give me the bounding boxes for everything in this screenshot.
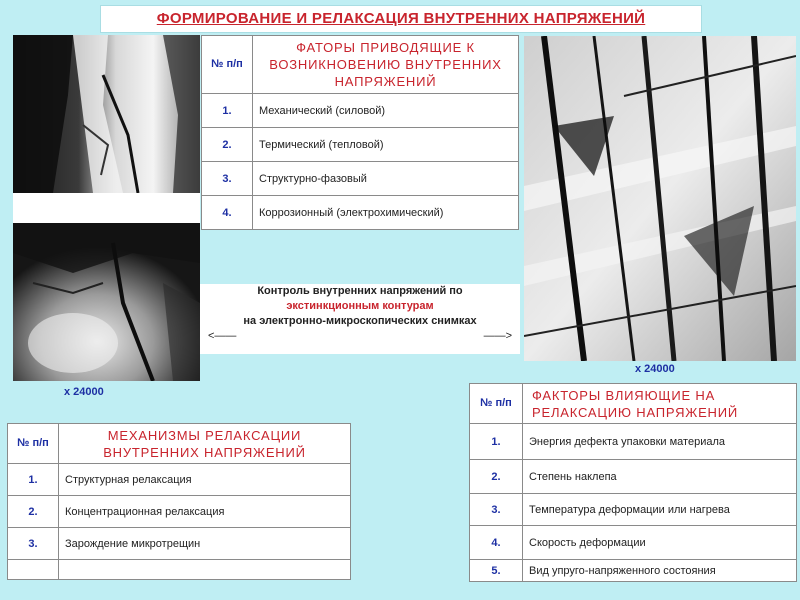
table-row	[202, 128, 519, 162]
table-row	[470, 460, 797, 494]
table-row	[470, 424, 797, 460]
row-text: Скорость деформации	[523, 526, 797, 560]
row-number: 2.	[202, 128, 253, 162]
row-text: Структурная релаксация	[59, 464, 351, 496]
table-row	[470, 526, 797, 560]
table-row	[8, 560, 351, 580]
table-row	[8, 496, 351, 528]
row-text: Вид упруго-напряженного состояния	[523, 560, 797, 582]
mechanisms-title-cell	[59, 424, 351, 464]
row-text: Энергия дефекта упаковки материала	[523, 424, 797, 460]
micrograph-gap	[13, 193, 200, 223]
table-row	[470, 494, 797, 526]
row-number: 2.	[470, 460, 523, 494]
micrograph-right-image	[524, 36, 796, 361]
table-row	[8, 464, 351, 496]
row-number: 1.	[202, 94, 253, 128]
relax-title-cell	[523, 384, 797, 424]
row-number: 3.	[202, 162, 253, 196]
mechanisms-num-header: № п/п	[17, 437, 49, 449]
control-note-arrows	[200, 329, 520, 344]
row-number: 3.	[8, 528, 59, 560]
row-text: Коррозионный (электрохимический)	[253, 196, 519, 230]
control-note-line3: на электронно-микроскопических снимках	[243, 315, 477, 327]
factors-num-header-cell	[202, 36, 253, 94]
factors-table	[201, 35, 519, 230]
mechanisms-title: МЕХАНИЗМЫ РЕЛАКСАЦИИ ВНУТРЕННИХ НАПРЯЖЕНИЙ	[103, 427, 306, 460]
factors-title: ФАТОРЫ ПРИВОДЯЩИЕ К ВОЗНИКНОВЕНИЮ ВНУТРЕННИХ НАПРЯЖЕНИЙ	[269, 40, 502, 89]
arrow-left-icon: <——	[208, 330, 237, 342]
page-title-text: ФОРМИРОВАНИЕ И РЕЛАКСАЦИЯ ВНУТРЕННИХ НАПРЯЖЕНИЙ	[156, 10, 646, 27]
control-note-line1: Контроль внутренних напряжений по	[257, 285, 463, 297]
micrograph-right	[524, 36, 796, 361]
micrograph-left-bottom	[13, 223, 200, 381]
row-text: Структурно-фазовый	[253, 162, 519, 196]
control-note-line2: экстинкционным контурам	[286, 300, 434, 312]
row-text: Концентрационная релаксация	[59, 496, 351, 528]
factors-num-header: № п/п	[211, 58, 243, 70]
mechanisms-table	[7, 423, 351, 580]
row-text	[59, 560, 351, 580]
row-text: Механический (силовой)	[253, 94, 519, 128]
row-text: Зарождение микротрещин	[59, 528, 351, 560]
row-number: 1.	[470, 424, 523, 460]
row-text: Степень наклепа	[523, 460, 797, 494]
micrograph-left-top	[13, 35, 200, 193]
caption-right: x 24000	[635, 363, 675, 375]
relax-factors-table	[469, 383, 797, 582]
table-row	[8, 528, 351, 560]
table-row	[470, 560, 797, 582]
arrow-right-icon: ——>	[483, 330, 512, 342]
micrograph-left-top-image	[13, 35, 200, 193]
caption-left: x 24000	[64, 386, 104, 398]
control-note	[200, 284, 520, 354]
relax-title: ФАКТОРЫ ВЛИЯЮЩИЕ НА РЕЛАКСАЦИЮ НАПРЯЖЕНИЙ	[532, 387, 739, 420]
row-number: 4.	[202, 196, 253, 230]
row-number: 2.	[8, 496, 59, 528]
mechanisms-num-header-cell	[8, 424, 59, 464]
table-row	[202, 94, 519, 128]
row-text: Термический (тепловой)	[253, 128, 519, 162]
relax-num-header: № п/п	[480, 397, 512, 409]
row-number: 1.	[8, 464, 59, 496]
row-number: 5.	[470, 560, 523, 582]
row-number: 3.	[470, 494, 523, 526]
page-title	[100, 5, 702, 33]
table-row	[202, 196, 519, 230]
row-text: Температура деформации или нагрева	[523, 494, 797, 526]
relax-num-header-cell	[470, 384, 523, 424]
micrograph-left-bottom-image	[13, 223, 200, 381]
row-number	[8, 560, 59, 580]
table-row	[202, 162, 519, 196]
factors-title-cell	[253, 36, 519, 94]
row-number: 4.	[470, 526, 523, 560]
